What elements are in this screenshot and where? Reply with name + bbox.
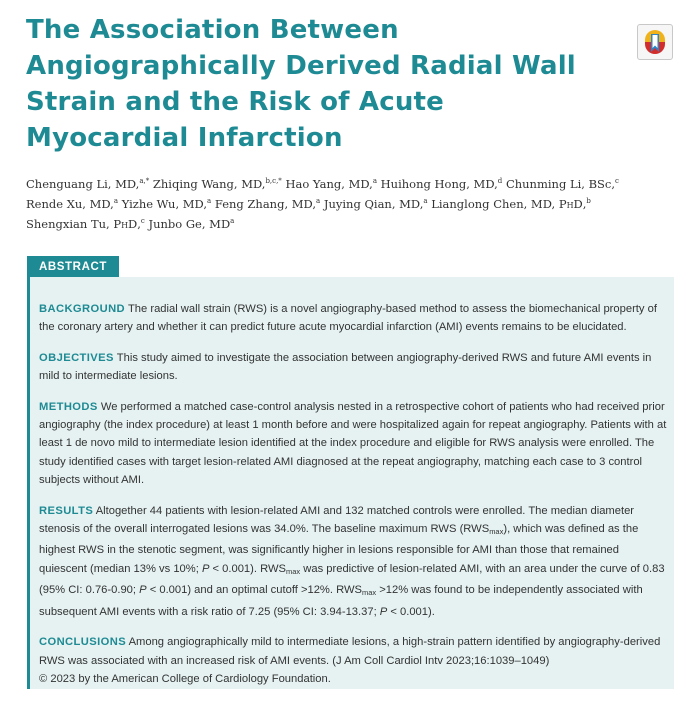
author: Chenguang Li, MD,$^{a,*}$ bbox=[26, 177, 150, 191]
author: Yizhe Wu, MD,$^a$ bbox=[121, 197, 212, 211]
abstract-methods bbox=[39, 398, 667, 490]
author: Huihong Hong, MD,$^d$ bbox=[380, 177, 503, 191]
methods-heading: METHODS bbox=[39, 400, 98, 413]
abstract-body bbox=[39, 300, 667, 700]
results-heading: RESULTS bbox=[39, 504, 94, 517]
conclusions-heading: CONCLUSIONS bbox=[39, 636, 127, 649]
author: Lianglong Chen, MD, PhD,$^b$ bbox=[431, 197, 591, 211]
author: Juying Qian, MD,$^a$ bbox=[323, 197, 428, 211]
abstract-results bbox=[39, 502, 667, 621]
author: Chunming Li, BSc,$^c$ bbox=[505, 177, 619, 191]
background-text: The radial wall strain (RWS) is a novel angiography-based method to assess the biomechanical property of the coronary artery and whether it can predict future acute myocardial infarction (AMI) events remains to be elucidated. bbox=[39, 303, 657, 334]
author: Shengxian Tu, PhD,$^c$ bbox=[26, 217, 145, 231]
author: Zhiqing Wang, MD,$^{b,c,*}$ bbox=[152, 177, 282, 191]
abstract-background bbox=[39, 300, 667, 337]
copyright: © 2023 by the American College of Cardiology Foundation. bbox=[39, 672, 331, 685]
crossmark-icon bbox=[643, 28, 667, 56]
citation: (J Am Coll Cardiol Intv 2023;16:1039–1049) bbox=[329, 654, 550, 667]
article-title: The Association Between Angiographically Derived Radial Wall Strain and the Risk of Acute Myocardial Infarction bbox=[26, 15, 576, 153]
author: Rende Xu, MD,$^a$ bbox=[26, 197, 119, 211]
abstract-objectives bbox=[39, 349, 667, 386]
objectives-heading: OBJECTIVES bbox=[39, 351, 114, 364]
objectives-text: This study aimed to investigate the association between angiography-derived RWS and future AMI events in mild to intermediate lesions. bbox=[39, 351, 652, 383]
check-for-updates-button[interactable] bbox=[637, 24, 673, 60]
background-heading: BACKGROUND bbox=[39, 303, 126, 315]
author: Junbo Ge, $MD^a$ bbox=[148, 217, 235, 231]
abstract-conclusions bbox=[39, 633, 667, 688]
author-list bbox=[26, 174, 666, 234]
author: Hao Yang, MD,$^a$ bbox=[285, 177, 377, 191]
author: Feng Zhang, MD,$^a$ bbox=[214, 197, 321, 211]
results-text: Altogether 44 patients with lesion-related AMI and 132 matched controls were enrolled. The median diameter stenosis of the overall interrogated lesions was 34.0%. The baseline maximum RWS $(RWS_{max})$, which was defined as the highest RWS in the stenotic segment, was significantly higher in lesions responsible for AMI than those that remained quiescent (median 13% vs 10%; P < 0.001). $RWS_{max}$ was predictive of lesion-related AMI, with an area under the curve of 0.83 (95% CI: 0.76-0.90; P < 0.001) and an optimal cutoff >12%. $RWS_{max} >12\%$ was found to be independently associated with subsequent AMI events with a risk ratio of 7.25 (95% CI: 3.94-13.37; P < 0.001). bbox=[39, 504, 665, 618]
methods-text: We performed a matched case-control analysis nested in a retrospective cohort of patients who had received prior angiography (the index procedure) at least 1 month before and were hospitalized again for repeat angiography. Patients with at least 1 de novo mild to intermediate lesion identified at the index procedure and eligible for RWS analysis were enrolled. The study identified cases with target lesion-related AMI diagnosed at the repeat angiography, matching each case to 3 control subjects without AMI. bbox=[39, 400, 667, 487]
conclusions-text: Among angiographically mild to intermediate lesions, a high-strain pattern identified by angiography-derived RWS was associated with an increased risk of AMI events. bbox=[39, 636, 661, 667]
abstract-label: ABSTRACT bbox=[27, 256, 119, 277]
